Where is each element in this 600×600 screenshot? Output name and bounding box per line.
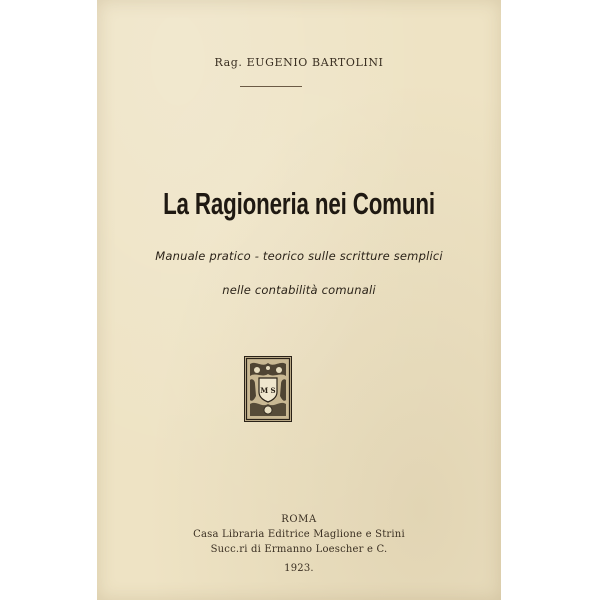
book-title: La Ragioneria nei Comuni [163, 186, 435, 221]
imprint-year: 1923. [284, 563, 314, 574]
imprint-publisher-line-1: Casa Libraria Editrice Maglione e Strini [193, 529, 405, 540]
subtitle-line-2: nelle contabilità comunali [222, 283, 376, 297]
emblem-monogram: M S [260, 386, 276, 395]
author-divider [240, 86, 302, 87]
subtitle-line-1: Manuale pratico - teorico sulle scritture semplici [155, 249, 443, 263]
imprint-publisher-line-2: Succ.ri di Ermanno Loescher e C. [210, 544, 388, 555]
book-title-page [97, 0, 501, 600]
imprint-city: ROMA [281, 514, 317, 525]
printer-mark-emblem-icon [244, 356, 292, 422]
author-name: Rag. EUGENIO BARTOLINI [214, 56, 384, 69]
